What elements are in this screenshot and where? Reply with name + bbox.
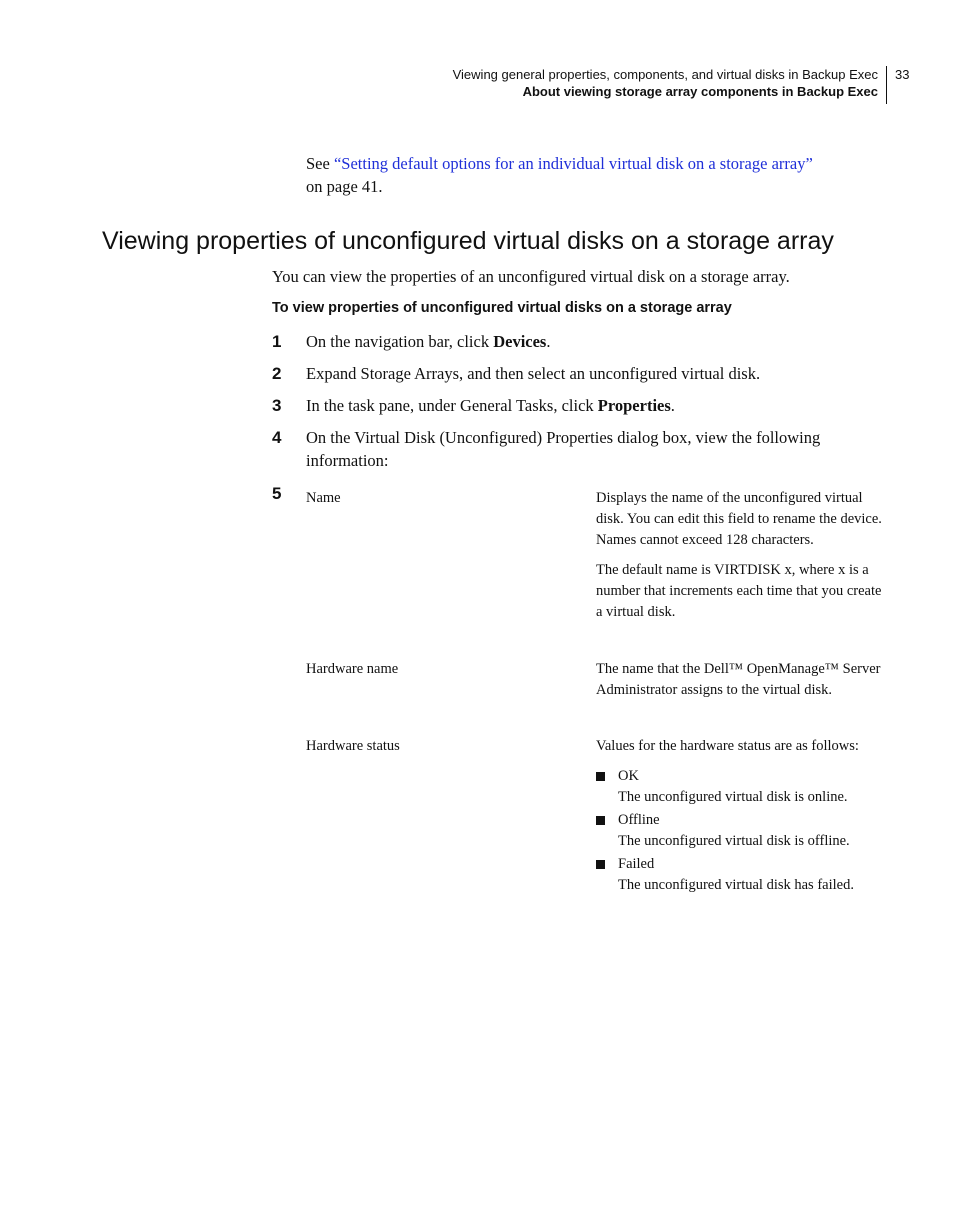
step-number: 4: [272, 428, 282, 447]
see-prefix: See: [306, 154, 334, 173]
property-description: [596, 659, 886, 710]
step-text-part: .: [546, 332, 551, 351]
status-list-item: [596, 810, 886, 852]
step-number: 1: [272, 332, 282, 351]
step-number: 5: [272, 484, 282, 503]
section-intro: You can view the properties of an unconfigured virtual disk on a storage array.: [272, 267, 790, 286]
cross-reference-link[interactable]: “Setting default options for an individual virtual disk on a storage array”: [333, 154, 813, 173]
running-header: [453, 66, 878, 100]
page-number: 33: [895, 67, 910, 82]
ui-term: Devices: [493, 332, 547, 351]
status-label: Failed: [618, 856, 655, 872]
step-number: 3: [272, 396, 282, 415]
property-name: Name: [306, 490, 341, 506]
bullet-square-icon: [596, 772, 605, 781]
step-text: On the Virtual Disk (Unconfigured) Properties dialog box, view the following information:: [306, 428, 821, 470]
section-heading: Viewing properties of unconfigured virtual disks on a storage array: [102, 227, 834, 255]
description-paragraph: The default name is VIRTDISK x, where x is a number that increments each time that you create a virtual disk.: [596, 562, 882, 620]
step-text: [306, 394, 896, 417]
bullet-square-icon: [596, 816, 605, 825]
header-section-title: About viewing storage array components in Backup Exec: [522, 84, 878, 99]
status-label: OK: [618, 768, 639, 784]
step-text: Expand Storage Arrays, and then select an unconfigured virtual disk.: [306, 364, 761, 383]
step-text: [306, 330, 896, 353]
description-paragraph: Values for the hardware status are as follows:: [596, 738, 859, 754]
bullet-square-icon: [596, 860, 605, 869]
status-description: The unconfigured virtual disk is offline.: [618, 833, 850, 849]
step-text-part: On the navigation bar, click: [306, 332, 494, 351]
procedure-title: To view properties of unconfigured virtual disks on a storage array: [272, 300, 732, 316]
description-paragraph: Displays the name of the unconfigured virtual disk. You can edit this field to rename the device. Names cannot exceed 128 characters.: [596, 490, 882, 548]
step-number: 2: [272, 364, 282, 383]
see-suffix: on page 41.: [306, 177, 383, 196]
header-divider: [886, 66, 887, 104]
status-list-item: [596, 854, 886, 896]
property-name: Hardware name: [306, 661, 399, 677]
property-description: [596, 736, 886, 898]
header-chapter-title: Viewing general properties, components, and virtual disks in Backup Exec: [452, 67, 878, 82]
status-list-item: [596, 766, 886, 808]
status-description: The unconfigured virtual disk has failed.: [618, 877, 854, 893]
description-paragraph: The name that the Dell™ OpenManage™ Server Administrator assigns to the virtual disk.: [596, 661, 881, 698]
step-text-part: In the task pane, under General Tasks, click: [306, 396, 598, 415]
property-name: Hardware status: [306, 738, 400, 754]
property-description: [596, 488, 886, 632]
step-text-part: .: [670, 396, 675, 415]
status-description: The unconfigured virtual disk is online.: [618, 789, 848, 805]
status-label: Offline: [618, 812, 660, 828]
ui-term: Properties: [597, 396, 671, 415]
see-also-reference: [306, 152, 906, 198]
